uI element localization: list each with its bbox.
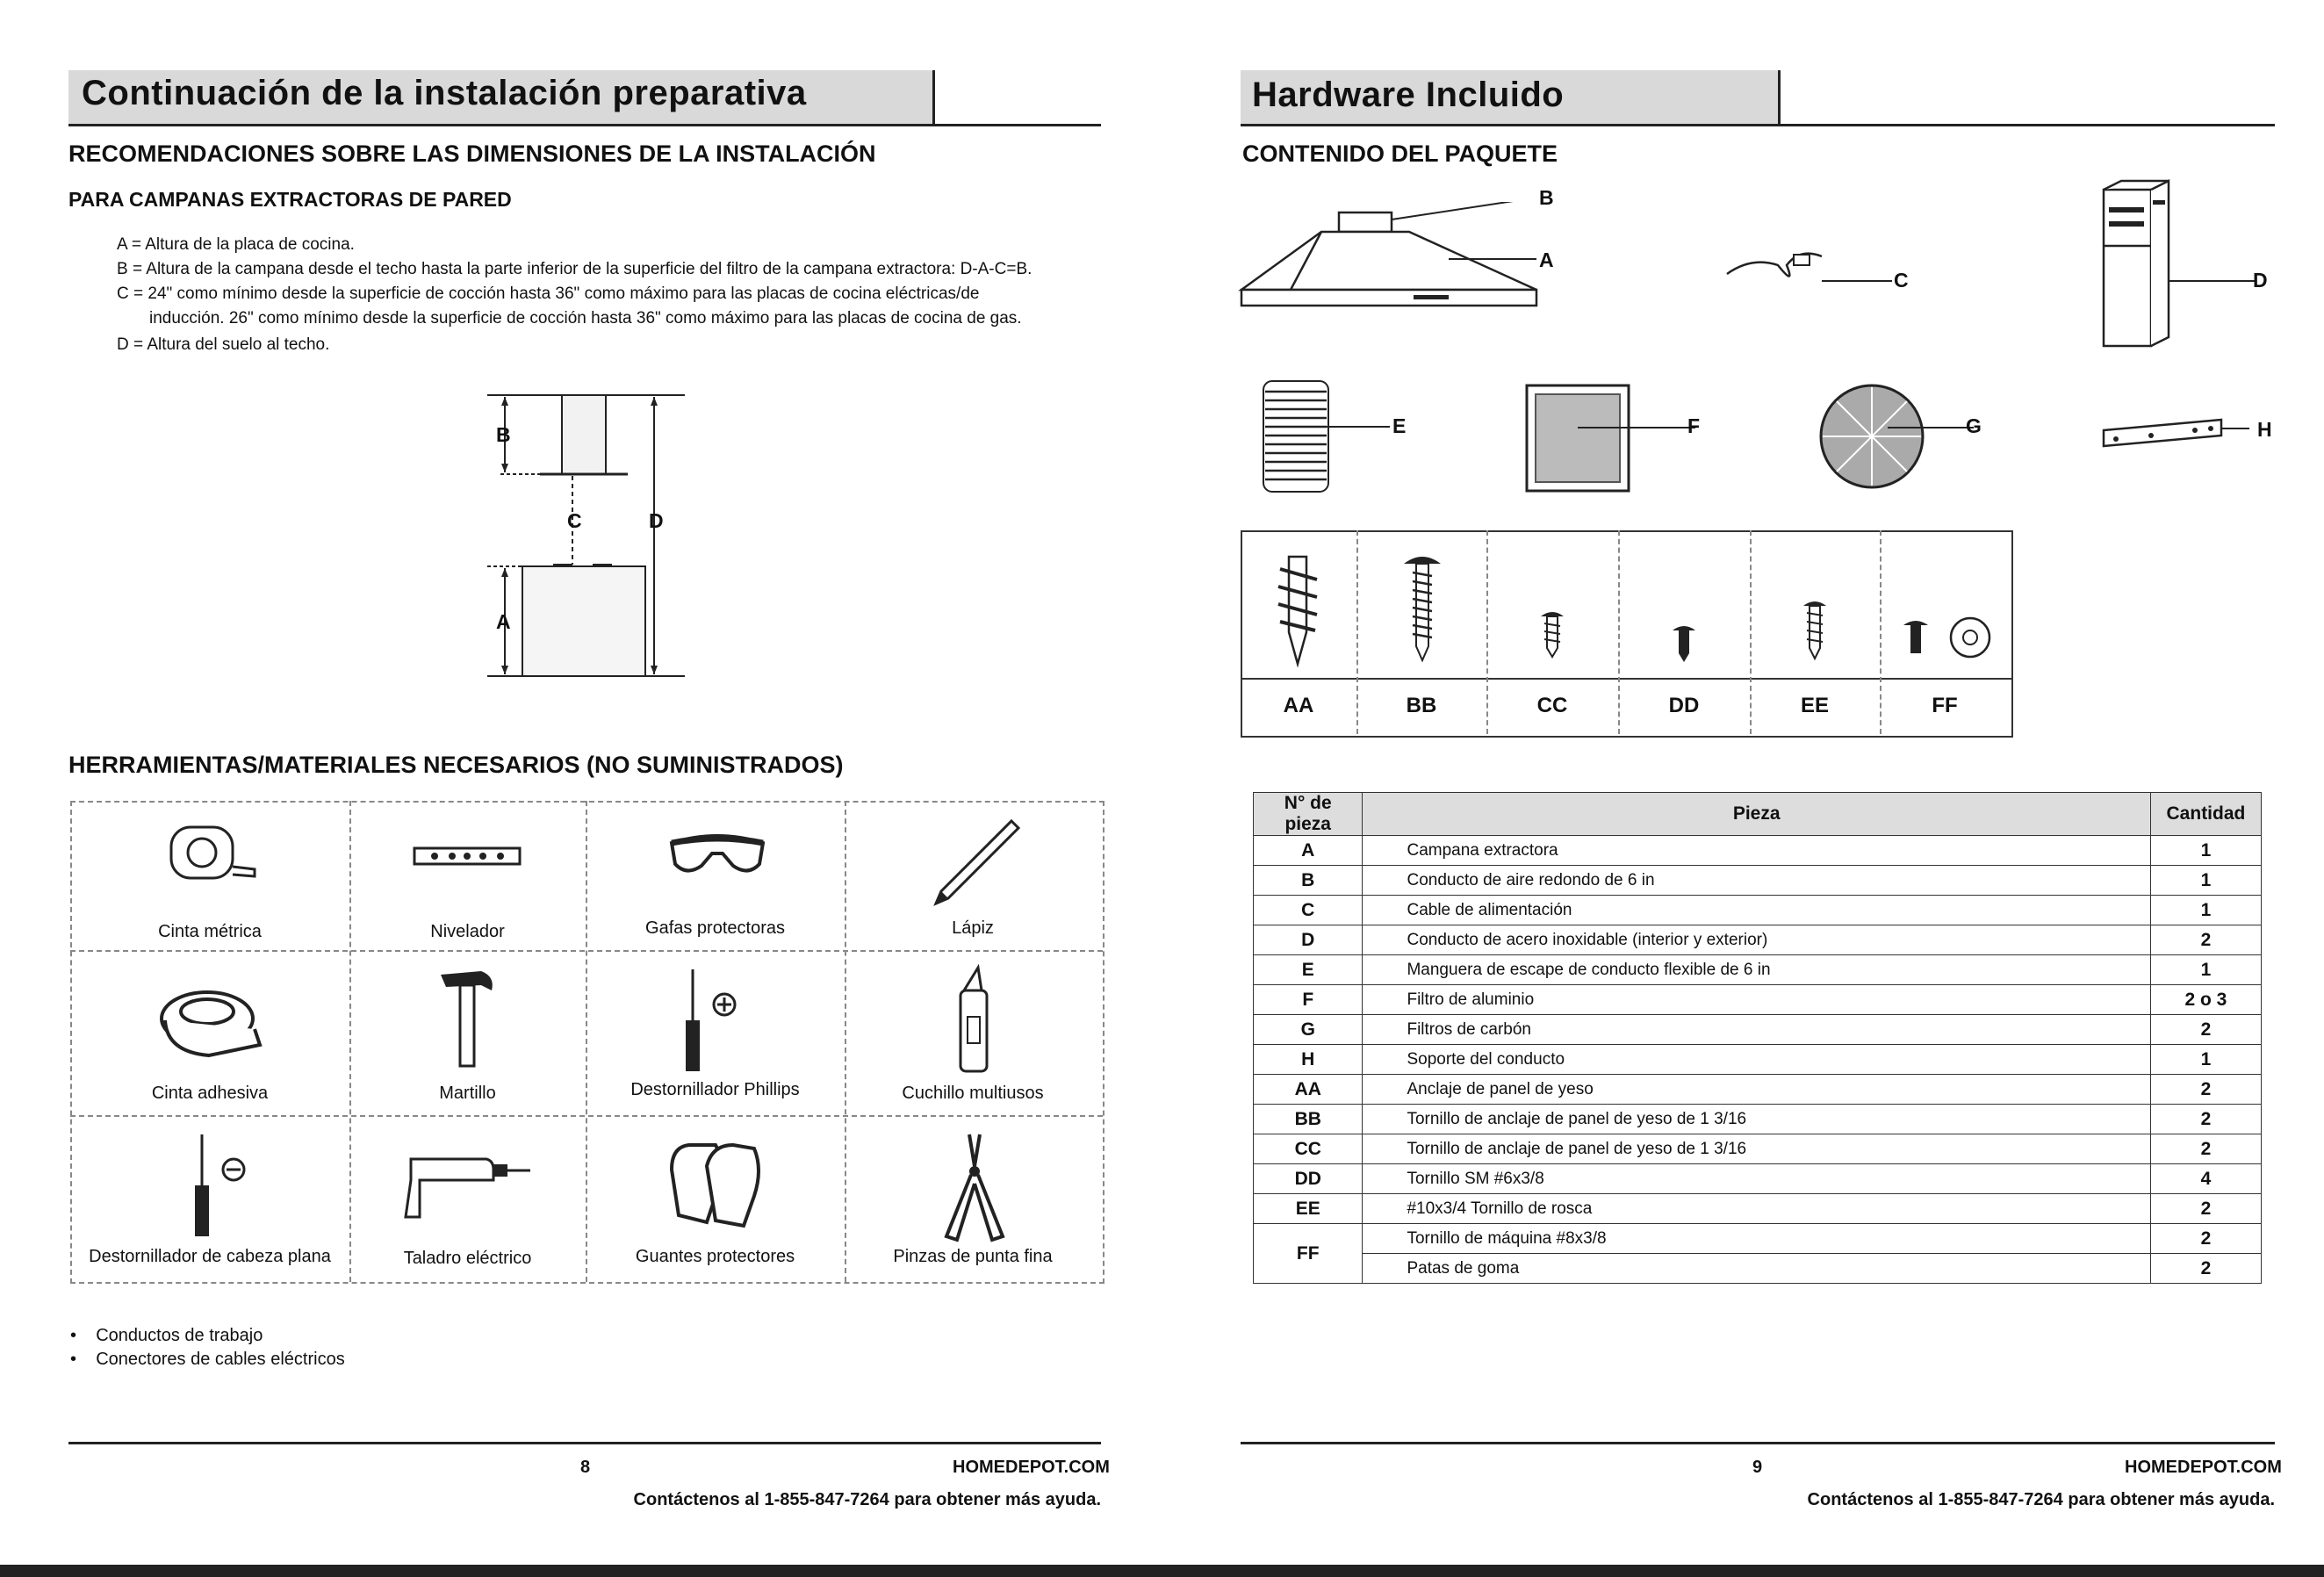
tool-label: Destornillador Phillips (630, 1080, 800, 1099)
duct-bracket-icon (2098, 413, 2256, 457)
tool-label: Nivelador (430, 922, 505, 941)
hardware-label-dd: DD (1668, 694, 1700, 717)
cell-quantity: 1 (2150, 1045, 2261, 1075)
cell-part-name: Manguera de escape de conducto flexible de 6 in (1363, 955, 2150, 985)
table-row (1254, 1134, 2262, 1164)
table-row (1254, 866, 2262, 896)
cell-quantity: 1 (2150, 836, 2261, 866)
tool-cell (70, 950, 349, 1115)
cell-quantity: 2 (2150, 1254, 2261, 1284)
power-drill-icon (402, 1150, 534, 1221)
pencil-icon (925, 814, 1022, 911)
table-row (1254, 1194, 2262, 1224)
column-header-part-number: N° de pieza (1254, 793, 1363, 836)
tapping-screw-icon (1802, 597, 1828, 662)
gloves-icon (663, 1134, 768, 1231)
drywall-anchor-icon (1271, 553, 1324, 667)
chimney-duct-icon (2098, 176, 2256, 351)
cell-quantity: 2 (2150, 1075, 2261, 1105)
right-footer-site: HOMEDEPOT.COM (2125, 1458, 2282, 1477)
right-footer-contact: Contáctenos al 1-855-847-7264 para obtener más ayuda. (1807, 1490, 2275, 1509)
table-row (1254, 985, 2262, 1015)
cell-part-id: EE (1254, 1194, 1363, 1224)
extra-item-wire-connectors: • Conectores de cables eléctricos (70, 1350, 345, 1369)
tool-label: Taladro eléctrico (403, 1249, 532, 1268)
package-contents-heading: CONTENIDO DEL PAQUETE (1242, 140, 1558, 167)
cell-part-id: H (1254, 1045, 1363, 1075)
tool-cell (586, 950, 845, 1115)
hardware-label-ff: FF (1932, 694, 1958, 717)
power-cord-icon (1725, 239, 1901, 292)
cell-part-name: Tornillo SM #6x3/8 (1363, 1164, 2150, 1194)
definition-a: A = Altura de la placa de cocina. (117, 235, 355, 254)
hardware-label-ee: EE (1800, 694, 1829, 717)
part-label-e: E (1392, 414, 1407, 437)
definition-c-continued: inducción. 26" como mínimo desde la superficie de cocción hasta 36" como máximo para las placas de cocina de gas. (149, 309, 1022, 328)
anchor-screw-short-icon (1539, 608, 1565, 660)
diagram-label-a: A (496, 610, 511, 633)
anchor-screw-icon (1400, 550, 1444, 664)
column-header-part: Pieza (1363, 793, 2150, 836)
cell-part-id: CC (1254, 1134, 1363, 1164)
range-hood-icon (1238, 202, 1554, 325)
left-page-number: 8 (580, 1458, 591, 1477)
cell-part-name: Soporte del conducto (1363, 1045, 2150, 1075)
sheet-metal-screw-icon (1671, 622, 1697, 664)
tool-cell (349, 1115, 586, 1280)
carbon-filter-icon (1817, 382, 1975, 491)
cell-part-name: Filtro de aluminio (1363, 985, 2150, 1015)
cell-part-name: Anclaje de panel de yeso (1363, 1075, 2150, 1105)
right-title-rule (1241, 124, 2275, 126)
tool-cell (586, 1115, 845, 1280)
page-bottom-bar (0, 1565, 2324, 1577)
tool-label: Gafas protectoras (645, 918, 785, 938)
table-row (1254, 1105, 2262, 1134)
left-title-rule (68, 124, 1101, 126)
cell-quantity: 2 (2150, 1015, 2261, 1045)
aluminum-filter-icon (1523, 382, 1699, 496)
cell-quantity: 2 (2150, 1224, 2261, 1254)
tool-label: Destornillador de cabeza plana (89, 1247, 331, 1266)
tool-label: Cuchillo multiusos (902, 1084, 1044, 1103)
cell-part-id: FF (1254, 1224, 1363, 1284)
cell-quantity: 1 (2150, 896, 2261, 925)
parts-table (1253, 792, 2262, 1284)
tool-cell (845, 1115, 1101, 1280)
utility-knife-icon (952, 964, 996, 1078)
tool-cell (845, 801, 1101, 950)
part-label-b: B (1539, 186, 1554, 209)
tool-label: Pinzas de punta fina (893, 1247, 1053, 1266)
part-label-c: C (1894, 269, 1909, 292)
table-row (1254, 1045, 2262, 1075)
level-icon (413, 845, 522, 869)
column-header-quantity: Cantidad (2150, 793, 2261, 836)
cell-part-name: Tornillo de anclaje de panel de yeso de 1 3/16 (1363, 1134, 2150, 1164)
tool-label: Cinta métrica (158, 922, 262, 941)
table-row (1254, 1164, 2262, 1194)
table-row (1254, 896, 2262, 925)
table-row (1254, 1075, 2262, 1105)
machine-screw-and-rubber-foot-icon (1898, 615, 1995, 664)
cell-part-name: #10x3/4 Tornillo de rosca (1363, 1194, 2150, 1224)
cell-part-id: BB (1254, 1105, 1363, 1134)
cell-part-name: Conducto de aire redondo de 6 in (1363, 866, 2150, 896)
definition-d: D = Altura del suelo al techo. (117, 335, 330, 354)
definition-b: B = Altura de la campana desde el techo hasta la parte inferior de la superficie del filtro de la campana extractora: D-A-C=B. (117, 260, 1032, 278)
cell-part-name: Conducto de acero inoxidable (interior y exterior) (1363, 925, 2150, 955)
table-header-row (1254, 793, 2262, 836)
part-label-h: H (2257, 418, 2272, 441)
cell-part-id: AA (1254, 1075, 1363, 1105)
tools-heading: HERRAMIENTAS/MATERIALES NECESARIOS (NO SUMINISTRADOS) (68, 752, 844, 778)
tool-label: Lápiz (952, 918, 994, 938)
safety-glasses-icon (665, 827, 770, 889)
cell-part-id: F (1254, 985, 1363, 1015)
tool-cell (845, 950, 1101, 1115)
left-footer-contact: Contáctenos al 1-855-847-7264 para obtener más ayuda. (633, 1490, 1101, 1509)
tool-label: Martillo (439, 1084, 496, 1103)
diagram-label-c: C (567, 509, 582, 532)
table-row (1254, 1015, 2262, 1045)
right-page-title: Hardware Incluido (1252, 76, 1565, 114)
tool-label: Cinta adhesiva (151, 1084, 269, 1103)
extra-item-work-ducts: • Conductos de trabajo (70, 1326, 263, 1345)
diagram-label-b: B (496, 423, 511, 446)
table-row (1254, 1254, 2262, 1284)
hardware-label-bb: BB (1406, 694, 1437, 717)
cell-quantity: 4 (2150, 1164, 2261, 1194)
table-row (1254, 955, 2262, 985)
table-row (1254, 925, 2262, 955)
cell-part-name: Tornillo de anclaje de panel de yeso de 1 3/16 (1363, 1105, 2150, 1134)
definition-c: C = 24" como mínimo desde la superficie de cocción hasta 36" como máximo para las placas de cocina eléctricas/de (117, 284, 980, 303)
cell-part-id: D (1254, 925, 1363, 955)
part-label-f: F (1687, 414, 1701, 437)
table-row (1254, 836, 2262, 866)
hardware-label-cc: CC (1536, 694, 1568, 717)
cell-quantity: 1 (2150, 955, 2261, 985)
adhesive-tape-icon (156, 983, 265, 1062)
diagram-label-d: D (649, 509, 664, 532)
right-footer-rule (1241, 1442, 2275, 1444)
tool-cell (70, 801, 349, 950)
flexible-hose-icon (1260, 378, 1392, 495)
tape-measure-icon (162, 818, 259, 889)
cell-part-id: A (1254, 836, 1363, 866)
part-label-a: A (1539, 248, 1554, 271)
cell-part-id: B (1254, 866, 1363, 896)
phillips-screwdriver-icon (673, 966, 744, 1080)
cell-part-id: DD (1254, 1164, 1363, 1194)
table-row (1254, 1224, 2262, 1254)
cell-part-name: Cable de alimentación (1363, 896, 2150, 925)
cell-quantity: 2 o 3 (2150, 985, 2261, 1015)
cell-part-name: Filtros de carbón (1363, 1015, 2150, 1045)
cell-part-id: C (1254, 896, 1363, 925)
tool-cell (586, 801, 845, 950)
tool-cell (349, 801, 586, 950)
cell-quantity: 2 (2150, 1105, 2261, 1134)
tool-label: Guantes protectores (635, 1247, 795, 1266)
cell-quantity: 2 (2150, 925, 2261, 955)
needle-nose-pliers-icon (939, 1131, 1010, 1243)
left-footer-rule (68, 1442, 1101, 1444)
cell-part-id: G (1254, 1015, 1363, 1045)
left-page-title: Continuación de la instalación preparativa (82, 74, 807, 112)
hammer-icon (437, 966, 499, 1071)
right-page-number: 9 (1752, 1458, 1763, 1477)
part-label-d: D (2253, 269, 2268, 292)
cell-part-name: Tornillo de máquina #8x3/8 (1363, 1224, 2150, 1254)
wall-hoods-subheading: PARA CAMPANAS EXTRACTORAS DE PARED (68, 188, 512, 211)
dimensions-heading: RECOMENDACIONES SOBRE LAS DIMENSIONES DE LA INSTALACIÓN (68, 140, 876, 167)
cell-part-id: E (1254, 955, 1363, 985)
cell-quantity: 1 (2150, 866, 2261, 896)
part-label-g: G (1966, 414, 1982, 437)
tool-cell (349, 950, 586, 1115)
cell-quantity: 2 (2150, 1134, 2261, 1164)
cell-quantity: 2 (2150, 1194, 2261, 1224)
cell-part-name: Campana extractora (1363, 836, 2150, 866)
flathead-screwdriver-icon (183, 1131, 253, 1245)
cell-part-name: Patas de goma (1363, 1254, 2150, 1284)
hardware-label-aa: AA (1283, 694, 1314, 717)
left-footer-site: HOMEDEPOT.COM (953, 1458, 1110, 1477)
tool-cell (70, 1115, 349, 1280)
